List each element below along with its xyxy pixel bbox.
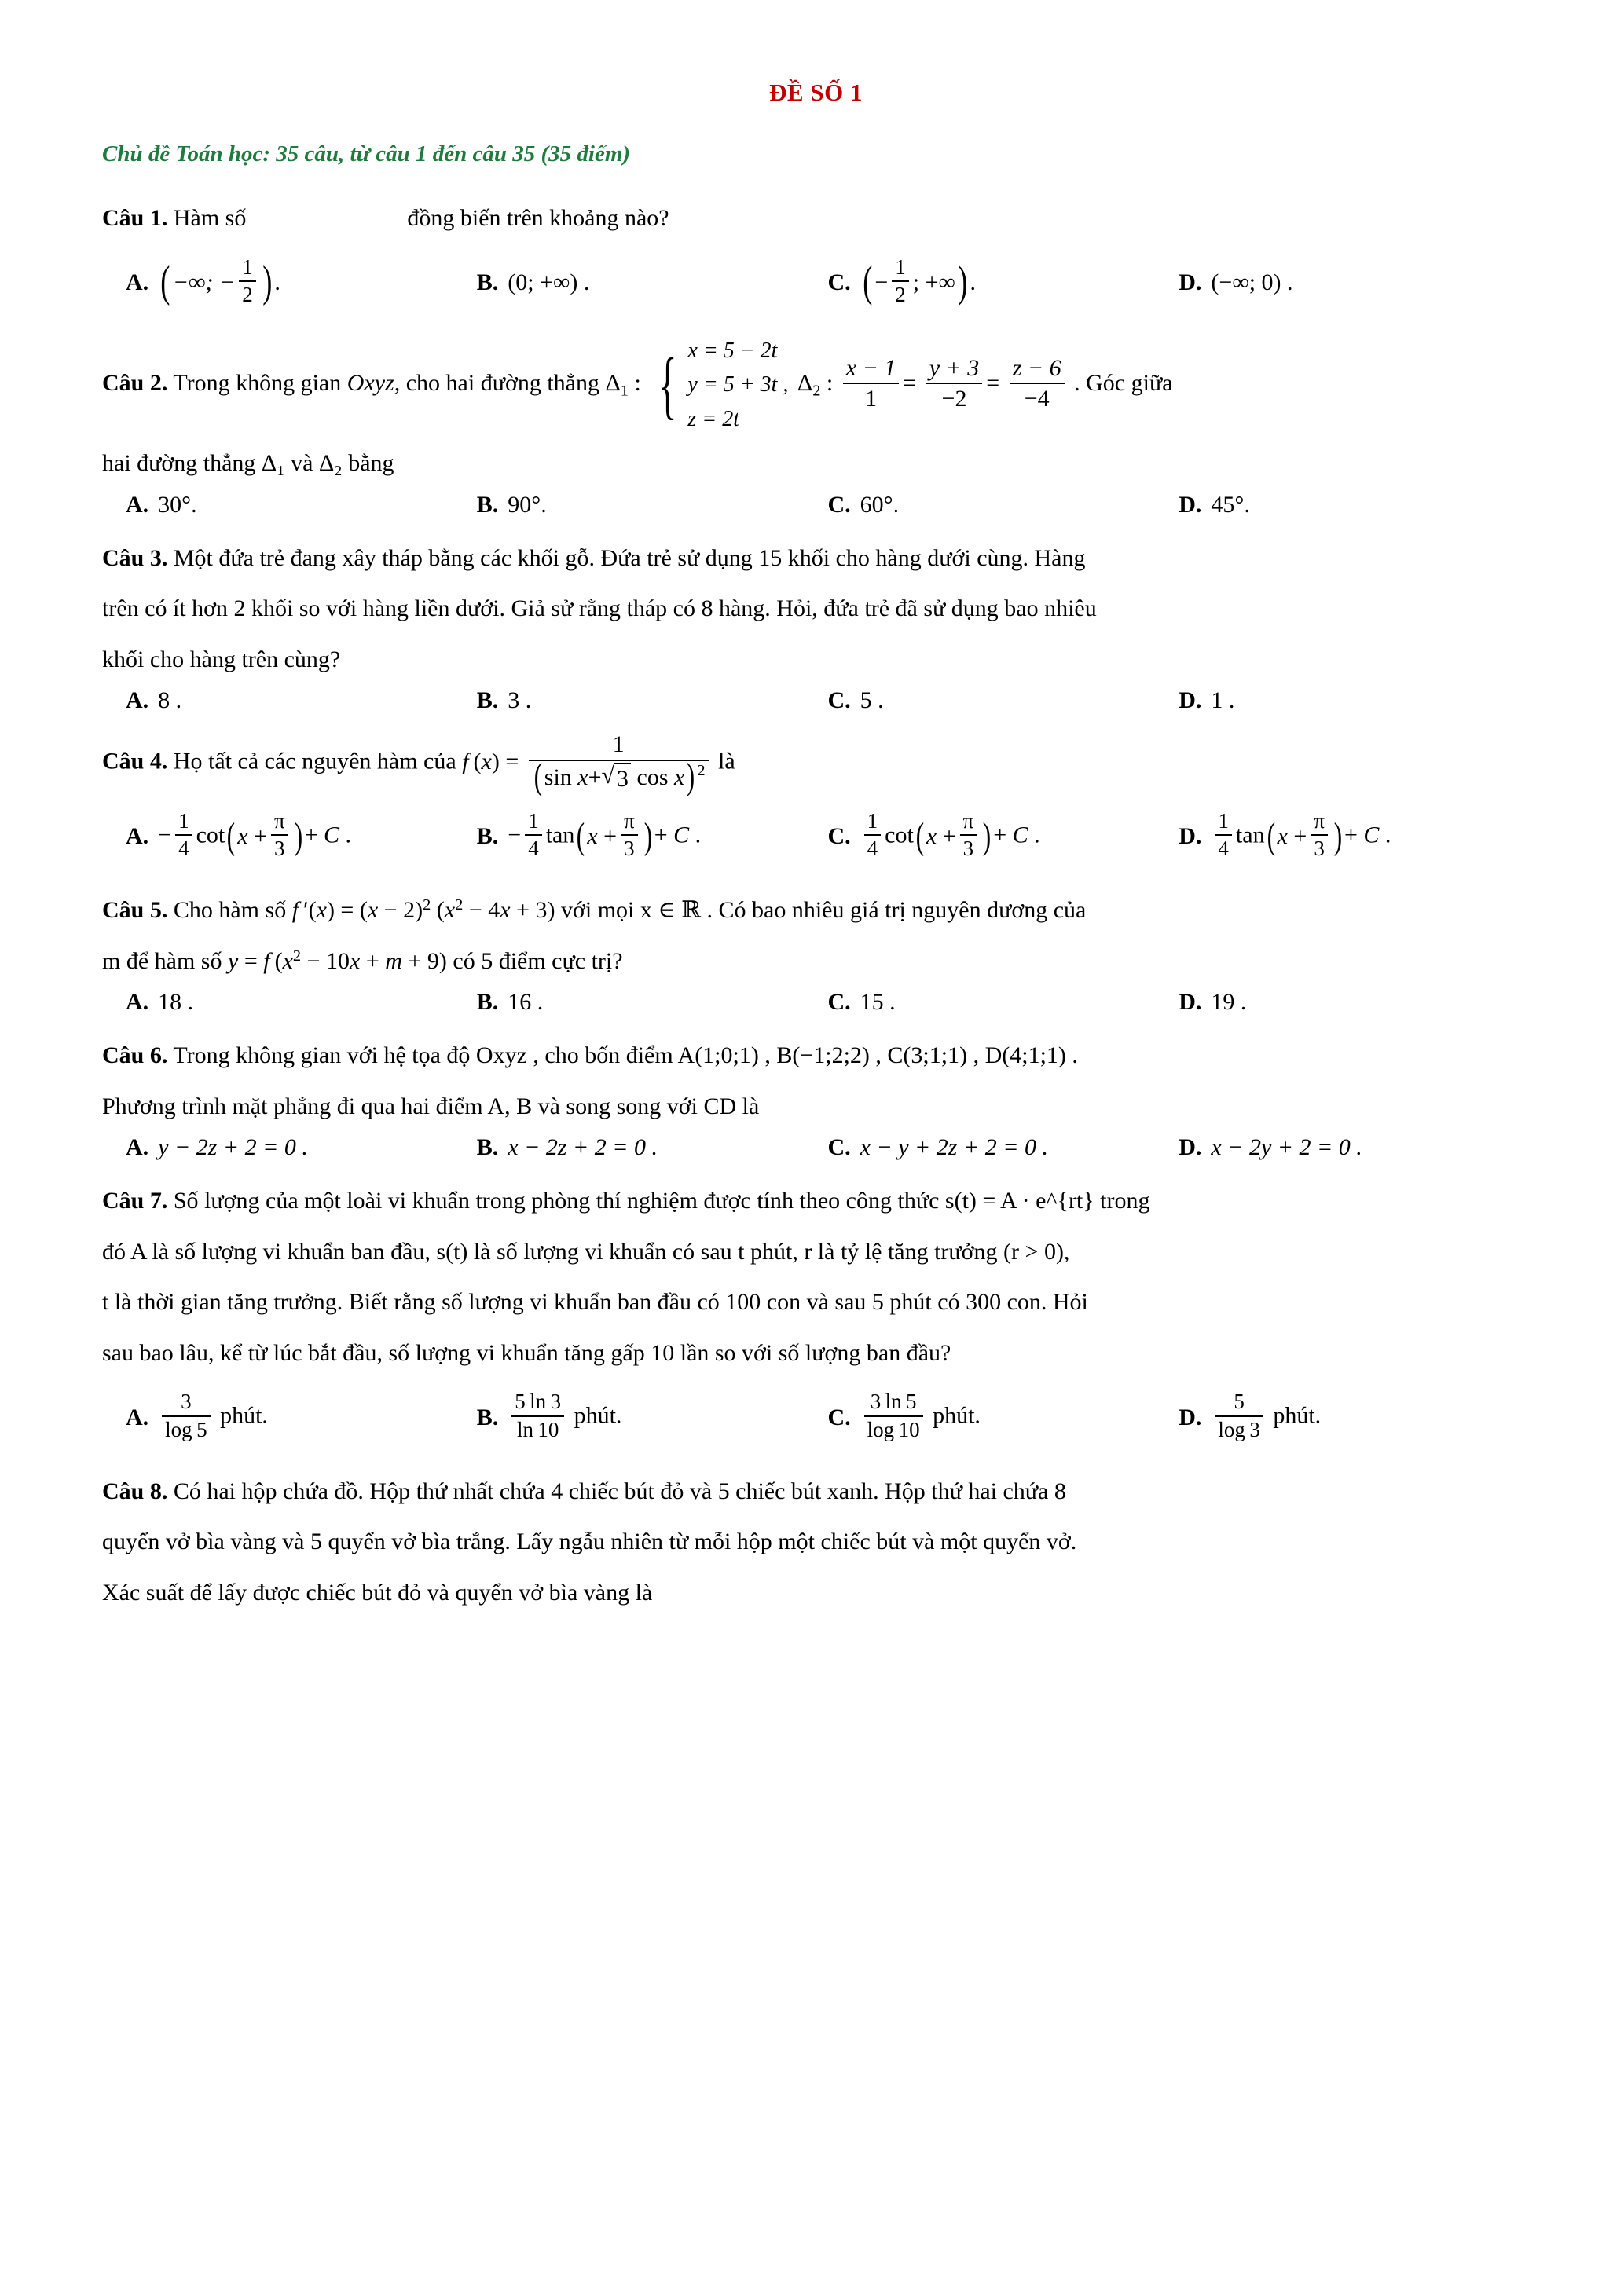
question-8-line2: quyển vở bìa vàng và 5 quyển vở bìa trắng. Lấy ngẫu nhiên từ mỗi hộp một chiếc bút và một quyển vở. [102, 1529, 1077, 1555]
question-5-formula-1: f $'(x) = (x - 2)^2$ $(x^2 - 4x + 3)$ [291, 896, 555, 924]
option-d[interactable] [1179, 269, 1530, 296]
option-c[interactable]: C. ( − $\frac{1}{2}$ ; +∞ ) . [828, 256, 1179, 311]
question-3-text [102, 536, 1530, 582]
option-b[interactable] [477, 810, 828, 865]
system-row-3: z = 2t [687, 406, 739, 431]
option-a-letter: A. [126, 1404, 149, 1430]
option-c-value: $\frac{3 \ln 5}{\log 10}$ phút. [860, 1390, 981, 1445]
option-a-letter: A. [126, 989, 149, 1016]
option-c[interactable] [828, 1134, 1179, 1161]
question-7-line1: Số lượng của một loài vi khuẩn trong phòng thí nghiệm được tính theo công thức s(t) = A · e^{rt} trong [173, 1188, 1150, 1214]
option-d-value: $\frac{1}{4}$ tan ( x + $\frac{\pi}{3}$ ) + C . [1211, 810, 1391, 865]
question-2-delta1-label: $\Delta_1$ : [605, 369, 641, 400]
question-1-options [102, 256, 1530, 311]
option-b-value: 3 . [508, 687, 532, 714]
option-d[interactable] [1179, 989, 1530, 1016]
option-c-letter: C. [827, 687, 851, 714]
question-7-line2: đó A là số lượng vi khuẩn ban đầu, s(t) là số lượng vi khuẩn có sau t phút, r là tỷ lệ tăng trưởng (r > 0), [102, 1238, 1070, 1265]
option-a[interactable] [126, 492, 477, 518]
option-a-value: ( −∞; − $\frac{1}{2}$ ) [160, 255, 273, 307]
option-d[interactable] [1179, 492, 1530, 518]
question-1-stem-b: đồng biến trên khoảng nào? [407, 205, 669, 231]
question-5-stem-a: Cho hàm số [173, 897, 287, 924]
option-a[interactable]: A. ( −∞; − $\frac{1}{2}$ ) . [126, 256, 477, 311]
option-c-letter: C. [827, 269, 851, 296]
question-5-line2 [102, 939, 1530, 985]
option-d-value: (−∞; 0) . [1211, 269, 1293, 296]
option-b-letter: B. [476, 269, 499, 296]
option-d[interactable] [1179, 1134, 1530, 1161]
subject-line: Chủ đề Toán học: 35 câu, từ câu 1 đến câu 35 (35 điểm) [102, 141, 631, 167]
question-1-stem-a: Hàm số [173, 205, 247, 231]
option-d-value: 45°. [1211, 491, 1250, 518]
question-1-text [102, 196, 1530, 242]
option-d[interactable] [1179, 810, 1530, 865]
question-2-text [102, 334, 1530, 436]
question-2-label: Câu 2. [102, 369, 168, 396]
question-7-line3: t là thời gian tăng trưởng. Biết rằng số lượng vi khuẩn ban đầu có 100 con và sau 5 phút có 300 con. Hỏi [102, 1289, 1088, 1316]
question-1-label: Câu 1. [102, 205, 168, 231]
option-b[interactable] [477, 687, 828, 714]
option-a-letter: A. [126, 1134, 149, 1161]
question-5-label: Câu 5. [102, 897, 168, 924]
option-d-value: x − 2y + 2 = 0 . [1211, 1134, 1362, 1161]
question-2-options [102, 492, 1530, 518]
option-c[interactable] [828, 1390, 1179, 1445]
option-a-value: 30°. [158, 491, 197, 518]
question-7-text [102, 1178, 1530, 1225]
option-a-value: y − 2z + 2 = 0 . [158, 1134, 308, 1161]
option-a[interactable] [126, 810, 477, 865]
option-c-letter: C. [827, 1134, 851, 1161]
question-4-formula: f (x) = 1 ( sin x + √ 3 cos x ) $^2$ [462, 749, 718, 774]
question-2-delta2-equation: $\frac{x - 1}{1}$ = $\frac{y + 3}{-2}$ = $\frac{z - 6}{-4}$ [839, 370, 1074, 396]
option-c-value: 60°. [860, 491, 900, 518]
option-b[interactable] [477, 269, 828, 296]
option-b-value: 90°. [508, 491, 547, 518]
option-b-letter: B. [476, 1404, 499, 1430]
question-6-options [102, 1134, 1530, 1161]
option-b-letter: B. [476, 989, 499, 1016]
question-4-text [102, 731, 1530, 798]
question-4-label: Câu 4. [102, 748, 168, 774]
option-a[interactable] [126, 989, 477, 1016]
question-2-system: { x = 5 − 2t y = 5 + 3t , z = 2t [650, 334, 788, 436]
option-c[interactable] [828, 989, 1179, 1016]
question-5-stem-b: với mọi x ∈ ℝ . Có bao nhiêu giá trị nguyên dương của [561, 897, 1087, 924]
option-a-letter: A. [126, 823, 149, 850]
option-d-letter: D. [1179, 823, 1202, 850]
option-b[interactable] [477, 492, 828, 518]
option-d-value: 1 . [1211, 687, 1235, 714]
option-c-letter: C. [827, 989, 851, 1016]
option-b-value: 16 . [508, 989, 544, 1016]
option-a-value: $\frac{3}{\log 5}$ phút. [158, 1390, 268, 1445]
question-3-line3: khối cho hàng trên cùng? [102, 646, 341, 672]
question-3-line1: Một đứa trẻ đang xây tháp bằng các khối gỗ. Đứa trẻ sử dụng 15 khối cho hàng dưới cùng. Hàng [173, 544, 1086, 571]
option-c-value: ( − $\frac{1}{2}$ ; +∞ ) [862, 255, 968, 307]
question-3-options [102, 687, 1530, 714]
page-title: ĐỀ SỐ 1 [769, 79, 863, 106]
option-c-value: 5 . [860, 687, 884, 714]
option-c[interactable] [828, 492, 1179, 518]
question-5-line2-a: m để hàm số [102, 947, 222, 974]
question-5-formula-2: y = f $(x^2 - 10x + m + 9)$ [227, 947, 447, 974]
option-a-value: 8 . [158, 687, 182, 714]
option-c-value: x − y + 2z + 2 = 0 . [860, 1134, 1048, 1161]
question-4-tail: là [718, 748, 735, 774]
question-2-delta2-label: $\Delta_2$ : [797, 369, 834, 400]
question-8-line1: Có hai hộp chứa đồ. Hộp thứ nhất chứa 4 chiếc bút đỏ và 5 chiếc bút xanh. Hộp thứ hai chứa 8 [173, 1478, 1066, 1504]
option-b-letter: B. [476, 1134, 499, 1161]
question-2-line2: hai đường thẳng Δ₁ và Δ₂ bằng [102, 450, 394, 477]
option-d-letter: D. [1179, 491, 1202, 518]
option-d-value: $\frac{5}{\log 3}$ phút. [1211, 1390, 1321, 1445]
option-c-value: 15 . [860, 989, 896, 1016]
system-row-1: x = 5 − 2t [687, 339, 778, 363]
question-7-label: Câu 7. [102, 1188, 168, 1214]
question-5-line2-b: có 5 điểm cực trị? [453, 947, 623, 974]
question-8-text [102, 1469, 1530, 1515]
option-b-letter: B. [476, 823, 499, 850]
question-7-line4: sau bao lâu, kể từ lúc bắt đầu, số lượng vi khuẩn tăng gấp 10 lần so với số lượng ban đầu? [102, 1339, 951, 1366]
option-a-letter: A. [126, 491, 149, 518]
option-a[interactable] [126, 687, 477, 714]
option-c-letter: C. [827, 491, 851, 518]
question-6-label: Câu 6. [102, 1042, 168, 1069]
system-row-2: y = 5 + 3t , [687, 372, 789, 397]
question-6-line2: Phương trình mặt phẳng đi qua hai điểm A, B và song song với CD là [102, 1093, 760, 1119]
option-a-letter: A. [126, 687, 149, 714]
option-b[interactable] [477, 1390, 828, 1445]
option-b[interactable] [477, 1134, 828, 1161]
option-a-value: − $\frac{1}{4}$ cot ( x + $\frac{\pi}{3}$ ) + C . [158, 808, 352, 861]
option-d[interactable] [1179, 687, 1530, 714]
question-3-line2: trên có ít hơn 2 khối so với hàng liền dưới. Giả sử rằng tháp có 8 hàng. Hỏi, đứa trẻ đã sử dụng bao nhiêu [102, 595, 1097, 622]
option-c[interactable] [828, 687, 1179, 714]
question-3-label: Câu 3. [102, 544, 168, 571]
question-4-options [102, 810, 1530, 865]
option-b-letter: B. [476, 491, 499, 518]
option-c[interactable] [828, 810, 1179, 865]
option-c-letter: C. [827, 1404, 851, 1430]
option-d-value: 19 . [1211, 989, 1247, 1016]
question-8-label: Câu 8. [102, 1478, 168, 1504]
question-5-options [102, 989, 1530, 1016]
question-2-stem-c: . Góc giữa [1074, 369, 1173, 396]
option-a[interactable] [126, 1390, 477, 1445]
option-c-letter: C. [827, 823, 851, 850]
option-d-letter: D. [1179, 1134, 1202, 1161]
option-b-value: $\frac{5 \ln 3}{\ln 10}$ phút. [508, 1390, 621, 1445]
question-7-options [102, 1390, 1530, 1445]
option-b-letter: B. [476, 687, 499, 714]
option-c-value: $\frac{1}{4}$ cot ( x + $\frac{\pi}{3}$ ) + C . [860, 810, 1040, 865]
question-4-stem: Họ tất cả các nguyên hàm của [173, 748, 456, 774]
option-a-letter: A. [126, 269, 149, 296]
option-d[interactable] [1179, 1390, 1530, 1445]
question-2-stem-b: cho hai đường thẳng [405, 369, 599, 396]
option-d-letter: D. [1179, 687, 1202, 714]
option-d-letter: D. [1179, 1404, 1202, 1430]
option-a[interactable] [126, 1134, 477, 1161]
option-b-value: − $\frac{1}{4}$ tan ( x + $\frac{\pi}{3}$ ) + C . [508, 808, 702, 861]
option-a-value: 18 . [158, 989, 194, 1016]
option-b-value: x − 2z + 2 = 0 . [508, 1134, 658, 1161]
question-2-stem-a: Trong không gian [173, 369, 342, 396]
question-6-text [102, 1033, 1530, 1079]
option-d-letter: D. [1179, 269, 1202, 296]
question-2-oxyz: Oxyz, [346, 369, 401, 396]
option-d-letter: D. [1179, 989, 1202, 1016]
question-8-line3: Xác suất để lấy được chiếc bút đỏ và quyển vở bìa vàng là [102, 1579, 653, 1606]
option-b-value: (0; +∞) . [508, 269, 590, 296]
option-b[interactable] [477, 989, 828, 1016]
question-5-text [102, 888, 1530, 934]
question-6-line1: Trong không gian với hệ tọa độ Oxyz , cho bốn điểm A(1;0;1) , B(−1;2;2) , C(3;1;1) , D(4;1;1) . [173, 1042, 1078, 1069]
